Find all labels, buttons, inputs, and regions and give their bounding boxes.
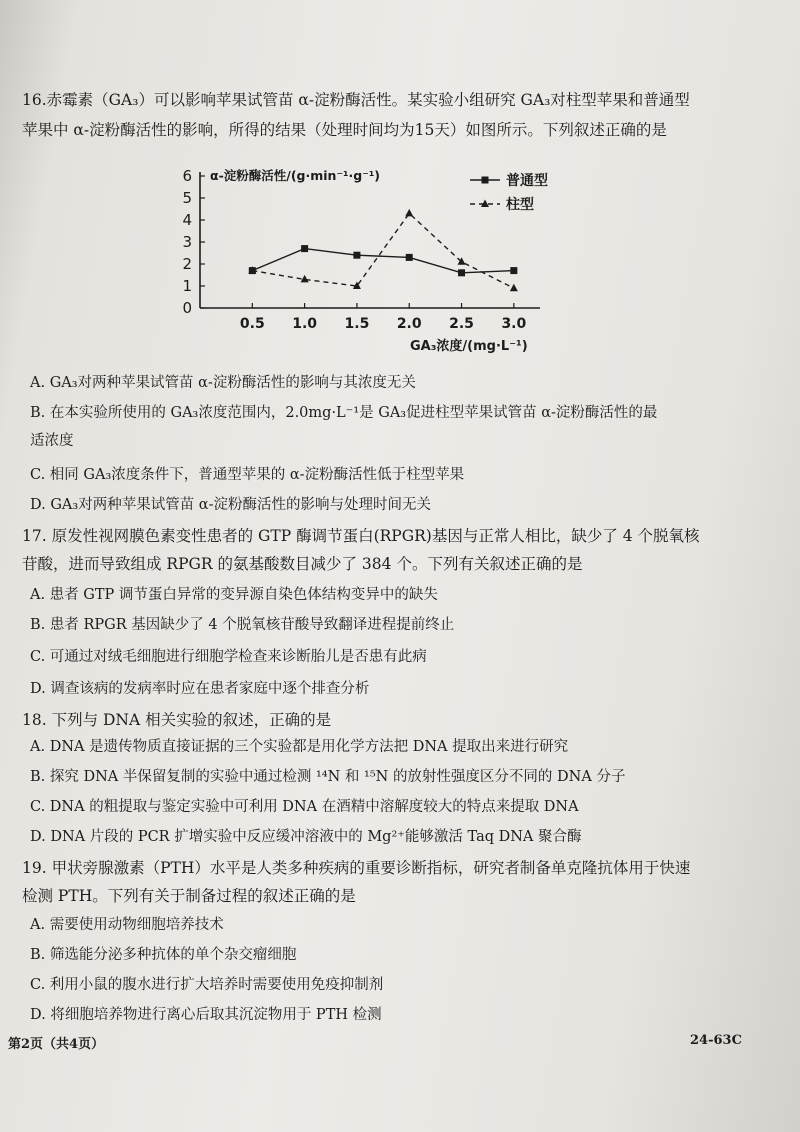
data-point-triangle xyxy=(510,284,518,292)
y-tick-label: 3 xyxy=(182,233,192,251)
q19-option-b: B. 筛选能分泌多种抗体的单个杂交瘤细胞 xyxy=(30,947,297,963)
q19-option-a: A. 需要使用动物细胞培养技术 xyxy=(30,917,224,933)
q18-option-c: C. DNA 的粗提取与鉴定实验中可利用 DNA 在酒精中溶解度较大的特点来提取 DNA xyxy=(30,799,579,815)
q19-stem-line1: 19. 甲状旁腺激素（PTH）水平是人类多种疾病的重要诊断指标，研究者制备单克隆抗体用于快速 xyxy=(22,859,691,877)
q16-option-c: C. 相同 GA₃浓度条件下，普通型苹果的 α-淀粉酶活性低于柱型苹果 xyxy=(30,467,465,483)
y-tick-label: 1 xyxy=(182,277,192,295)
y-tick-label: 2 xyxy=(182,255,192,273)
legend-label: 普通型 xyxy=(506,173,548,189)
q18-stem: 18. 下列与 DNA 相关实验的叙述，正确的是 xyxy=(22,711,332,729)
data-point-square xyxy=(510,267,517,274)
q16-option-b: B. 在本实验所使用的 GA₃浓度范围内，2.0mg·L⁻¹是 GA₃促进柱型苹果试管苗 α-淀粉酶活性的最 xyxy=(30,405,658,421)
x-axis-label: GA₃浓度/(mg·L⁻¹) xyxy=(410,339,528,354)
q17-option-a: A. 患者 GTP 调节蛋白异常的变异源自染色体结构变异中的缺失 xyxy=(30,587,438,603)
q16-chart xyxy=(170,158,590,358)
footer-exam-code: 24-63C xyxy=(690,1033,742,1048)
x-tick-label: 2.0 xyxy=(396,316,422,332)
q17-stem-line1: 17. 原发性视网膜色素变性患者的 GTP 酶调节蛋白(RPGR)基因与正常人相比，缺少了 4 个脱氧核 xyxy=(22,527,700,545)
q17-option-d: D. 调查该病的发病率时应在患者家庭中逐个排查分析 xyxy=(30,681,370,697)
y-tick-label: 6 xyxy=(182,167,192,185)
q17-option-b: B. 患者 RPGR 基因缺少了 4 个脱氧核苷酸导致翻译进程提前终止 xyxy=(30,617,455,633)
x-tick-label: 0.5 xyxy=(239,316,265,332)
q19-option-c: C. 利用小鼠的腹水进行扩大培养时需要使用免疫抑制剂 xyxy=(30,977,384,993)
series-line-columnar xyxy=(252,213,514,288)
q16-option-a: A. GA₃对两种苹果试管苗 α-淀粉酶活性的影响与其浓度无关 xyxy=(30,375,416,391)
legend-marker-triangle xyxy=(481,200,489,208)
data-point-square xyxy=(353,252,360,259)
q18-option-b: B. 探究 DNA 半保留复制的实验中通过检测 ¹⁴N 和 ¹⁵N 的放射性强度区分不同的 DNA 分子 xyxy=(30,769,626,785)
y-axis-label: α-淀粉酶活性/(g·min⁻¹·g⁻¹) xyxy=(210,168,381,183)
q17-stem-line2: 苷酸，进而导致组成 RPGR 的氨基酸数目减少了 384 个。下列有关叙述正确的是 xyxy=(22,555,583,573)
legend-marker-square xyxy=(482,177,489,184)
x-tick-label: 3.0 xyxy=(501,316,527,332)
x-tick-label: 2.5 xyxy=(449,316,474,332)
y-tick-label: 5 xyxy=(182,189,192,207)
x-tick-label: 1.5 xyxy=(344,316,370,332)
data-point-triangle xyxy=(301,275,309,283)
q17-option-c: C. 可通过对绒毛细胞进行细胞学检查来诊断胎儿是否患有此病 xyxy=(30,649,427,665)
q18-option-d: D. DNA 片段的 PCR 扩增实验中反应缓冲溶液中的 Mg²⁺能够激活 Taq DNA 聚合酶 xyxy=(30,829,582,845)
q16-stem-line1: 16.赤霉素（GA₃）可以影响苹果试管苗 α-淀粉酶活性。某实验小组研究 GA₃对柱型苹果和普通型 xyxy=(22,91,690,109)
q18-option-a: A. DNA 是遗传物质直接证据的三个实验都是用化学方法把 DNA 提取出来进行研究 xyxy=(30,739,569,755)
data-point-square xyxy=(406,254,413,261)
q16-stem-line2: 苹果中 α-淀粉酶活性的影响，所得的结果（处理时间均为15天）如图所示。下列叙述正确的是 xyxy=(22,121,667,139)
legend-label: 柱型 xyxy=(506,197,534,213)
data-point-triangle xyxy=(405,209,413,217)
footer-page-number: 第2页（共4页） xyxy=(8,1037,105,1052)
q16-option-b-cont: 适浓度 xyxy=(30,433,74,449)
q16-option-d: D. GA₃对两种苹果试管苗 α-淀粉酶活性的影响与处理时间无关 xyxy=(30,497,431,513)
y-tick-label: 4 xyxy=(182,211,192,229)
y-tick-label: 0 xyxy=(182,299,192,317)
q19-option-d: D. 将细胞培养物进行离心后取其沉淀物用于 PTH 检测 xyxy=(30,1007,382,1023)
data-point-square xyxy=(458,269,465,276)
x-tick-label: 1.0 xyxy=(292,316,318,332)
q19-stem-line2: 检测 PTH。下列有关于制备过程的叙述正确的是 xyxy=(22,887,356,905)
data-point-square xyxy=(301,245,308,252)
